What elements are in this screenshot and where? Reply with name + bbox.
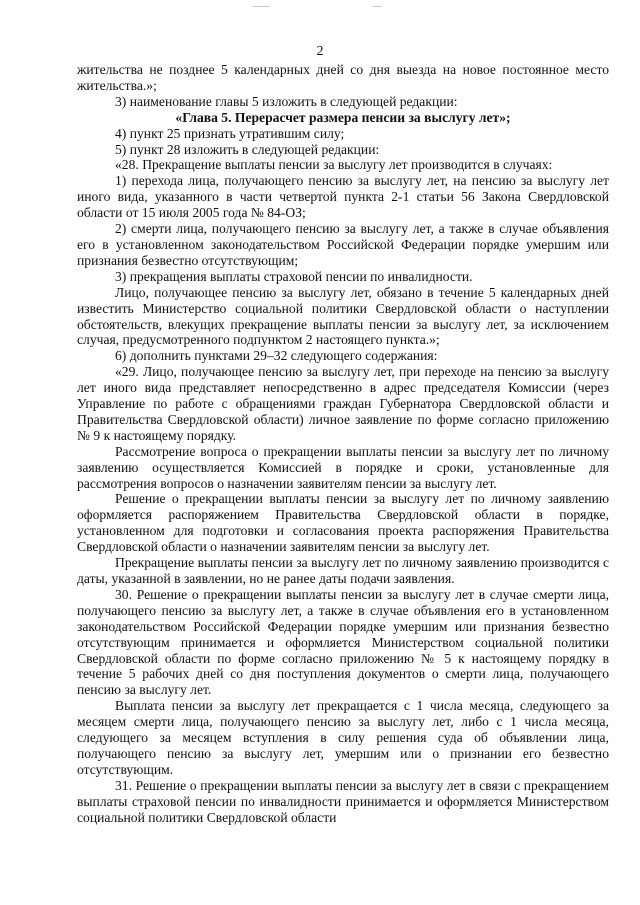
paragraph: 6) дополнить пунктами 29–32 следующего содержания:: [115, 348, 438, 364]
document-body: [77, 62, 609, 826]
paragraph: «28. Прекращение выплаты пенсии за выслугу лет производится в случаях:: [115, 157, 553, 173]
paragraph: Прекращение выплаты пенсии за выслугу лет по личному заявлению производится с даты, указанной в заявлении, но не ранее даты подачи заявления.: [77, 555, 609, 586]
paragraph: 1) перехода лица, получающего пенсию за выслугу лет, на пенсию за выслугу лет иного вида, указанного в части четвертой пункта 2-1 статьи 56 Закона Свердловской области от 15 июля 2005 года № 84-ОЗ;: [77, 173, 609, 221]
paragraph: Решение о прекращении выплаты пенсии за выслугу лет по личному заявлению оформляется распоряжением Правительства Свердловской области в порядке, установленном для подготовки и согласования проекта распоряжения Правительства Свердловской области о назначении заявителям пенсии за выслугу лет.: [77, 491, 609, 555]
paragraph: Лицо, получающее пенсию за выслугу лет, обязано в течение 5 календарных дней известить Министерство социальной политики Свердловской области о наступлении обстоятельств, влекущих прекращение выплаты пенсии за выслугу лет, за исключением случая, предусмотренного подпунктом 2 настоящего пункта.»;: [77, 284, 609, 348]
paragraph: 31. Решение о прекращении выплаты пенсии за выслугу лет в связи с прекращением выплаты страховой пенсии по инвалидности принимается и оформляется Министерством социальной политики Свердловской области: [77, 777, 609, 825]
scan-artifact: [252, 6, 270, 7]
paragraph: жительства не позднее 5 календарных дней со дня выезда на новое постоянное место жительства.»;: [77, 62, 609, 93]
paragraph: 3) наименование главы 5 изложить в следующей редакции:: [115, 93, 458, 109]
scan-artifact: [372, 6, 382, 7]
paragraph: 30. Решение о прекращении выплаты пенсии за выслугу лет в случае смерти лица, получающего пенсию за выслугу лет, а также в случае объявления его в установленном законодательством Российской Федерации порядке умершим или признания безвестно отсутствующим принимается и оформляется Министерством социальной политики Свердловской области по форме согласно приложению № 5 к настоящему порядку в течение 5 рабочих дней со дня поступления документов о смерти лица, получающего пенсию за выслугу лет.: [77, 586, 609, 698]
paragraph: 4) пункт 25 признать утратившим силу;: [115, 125, 345, 141]
paragraph: Рассмотрение вопроса о прекращении выплаты пенсии за выслугу лет по личному заявлению осуществляется Комиссией в порядке и сроки, установленные для рассмотрения вопросов о назначении заявителям пенсии за выслугу лет.: [77, 443, 609, 491]
paragraph: Выплата пенсии за выслугу лет прекращается с 1 числа месяца, следующего за месяцем смерти лица, получающего пенсию за выслугу лет, либо с 1 числа месяца, следующего за месяцем вступления в силу решения суда об объявлении лица, получающего пенсию за выслугу лет, умершим или о признании его безвестно отсутствующим.: [77, 698, 609, 777]
paragraph: 2) смерти лица, получающего пенсию за выслугу лет, а также в случае объявления его в установленном законодательством Российской Федерации порядке умершим или признания безвестно отсутствующим;: [77, 221, 609, 268]
page-number: 2: [316, 44, 324, 59]
paragraph: «29. Лицо, получающее пенсию за выслугу лет, при переходе на пенсию за выслугу лет иного вида представляет непосредственно в адрес председателя Комиссии (через Управление по работе с обращениями граждан Губернатора Свердловской области и Правительства Свердловской области) личное заявление по форме согласно приложению № 9 к настоящему порядку.: [77, 364, 609, 443]
chapter-title: «Глава 5. Перерасчет размера пенсии за выслугу лет»;: [175, 109, 511, 125]
paragraph: 5) пункт 28 изложить в следующей редакции:: [115, 141, 380, 157]
paragraph: 3) прекращения выплаты страховой пенсии по инвалидности.: [115, 268, 473, 284]
